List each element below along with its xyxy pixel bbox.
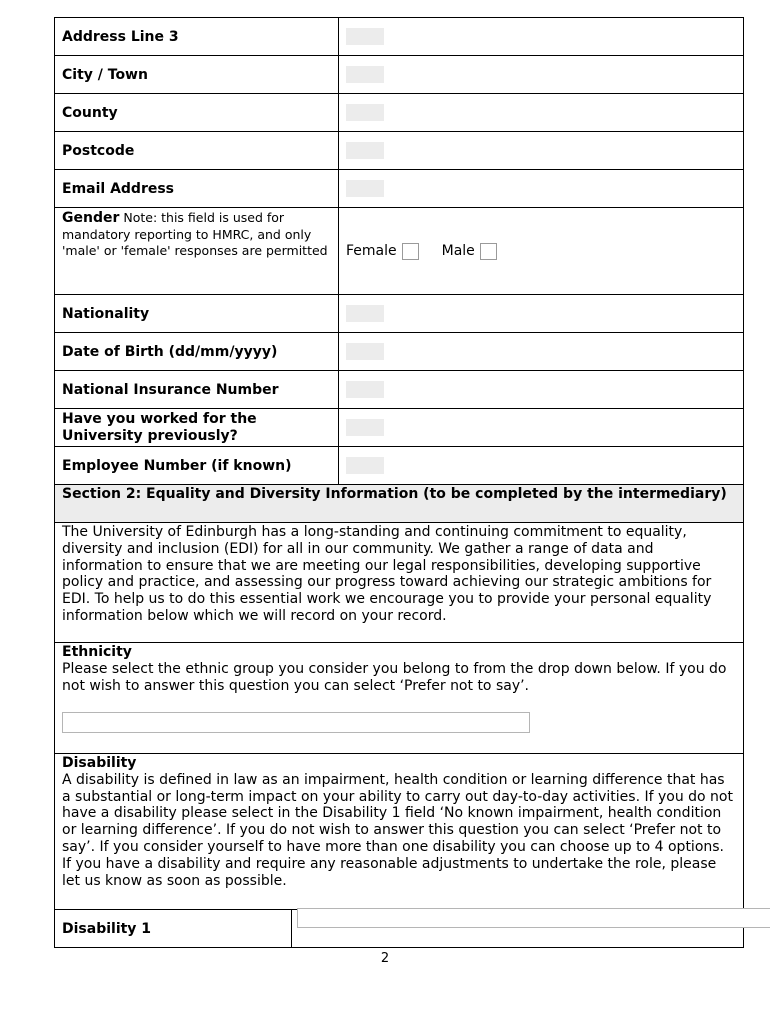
- employee-number-field[interactable]: [346, 457, 384, 474]
- postcode-field[interactable]: [346, 142, 384, 159]
- email-field[interactable]: [346, 180, 384, 197]
- gender-note: Note: this field is used for mandatory reporting to HMRC, and only 'male' or 'female' responses are permitted: [62, 210, 328, 258]
- ethnicity-dropdown[interactable]: [62, 712, 530, 733]
- personal-details-form: [54, 17, 744, 948]
- ethnicity-text: Please select the ethnic group you consider you belong to from the drop down below. If you do not wish to answer this question you can select ‘Prefer not to say’.: [62, 660, 727, 694]
- gender-female-checkbox[interactable]: [402, 243, 419, 260]
- ni-row: [55, 371, 743, 409]
- dob-row: [55, 333, 743, 371]
- dob-label: Date of Birth (dd/mm/yyyy): [55, 333, 339, 370]
- postcode-label: Postcode: [55, 132, 339, 169]
- gender-label-cell: [55, 208, 339, 294]
- worked-before-label: Have you worked for the University previously?: [55, 409, 339, 446]
- section-2-title: Section 2: Equality and Diversity Information (to be completed by the intermediary): [55, 485, 743, 523]
- city-field[interactable]: [346, 66, 384, 83]
- county-field[interactable]: [346, 104, 384, 121]
- gender-female-label: Female: [346, 243, 397, 259]
- worked-before-field[interactable]: [346, 419, 384, 436]
- nationality-label: Nationality: [55, 295, 339, 332]
- nationality-field[interactable]: [346, 305, 384, 322]
- gender-row: [55, 208, 743, 295]
- gender-label: Gender: [62, 210, 120, 226]
- dob-field[interactable]: [346, 343, 384, 360]
- gender-male-checkbox[interactable]: [480, 243, 497, 260]
- page-number: 2: [380, 951, 390, 966]
- disability-section: [55, 754, 743, 910]
- county-row: [55, 94, 743, 132]
- postcode-row: [55, 132, 743, 170]
- disability-1-label: Disability 1: [55, 910, 292, 947]
- city-row: [55, 56, 743, 94]
- email-label: Email Address: [55, 170, 339, 207]
- address-line-3-row: [55, 18, 743, 56]
- nationality-row: [55, 295, 743, 333]
- disability-adjustments-text: If you have a disability and require any reasonable adjustments to undertake the role, please let us know as soon as possible.: [62, 855, 717, 889]
- county-label: County: [55, 94, 339, 131]
- disability-1-dropdown[interactable]: [297, 908, 770, 928]
- email-row: [55, 170, 743, 208]
- section-2-intro: The University of Edinburgh has a long-standing and continuing commitment to equality, diversity and inclusion (EDI) for all in our community. We gather a range of data and information to ensure that we are meeting our legal responsibilities, developing supportive policy and practice, and assessing our progress toward achieving our strategic ambitions for EDI. To help us to do this essential work we encourage you to provide your personal equality information below which we will record on your record.: [55, 523, 743, 643]
- disability-text: A disability is defined in law as an impairment, health condition or learning difference that has a substantial or long-term impact on your ability to carry out day-to-day activities. If you do not have a disability please select in the Disability 1 field ‘No known impairment, health condition or learning difference’. If you do not wish to answer this question you can select ‘Prefer not to say’. If you consider yourself to have more than one disability you can choose up to 4 options.: [62, 771, 733, 855]
- gender-male-label: Male: [441, 243, 475, 259]
- ni-field[interactable]: [346, 381, 384, 398]
- city-label: City / Town: [55, 56, 339, 93]
- ethnicity-heading: Ethnicity: [62, 644, 132, 660]
- employee-number-label: Employee Number (if known): [55, 447, 339, 484]
- disability-heading: Disability: [62, 755, 137, 771]
- ni-label: National Insurance Number: [55, 371, 339, 408]
- address-line-3-field[interactable]: [346, 28, 384, 45]
- employee-number-row: [55, 447, 743, 485]
- address-line-3-label: Address Line 3: [55, 18, 339, 55]
- worked-before-row: [55, 409, 743, 447]
- ethnicity-section: [55, 643, 743, 754]
